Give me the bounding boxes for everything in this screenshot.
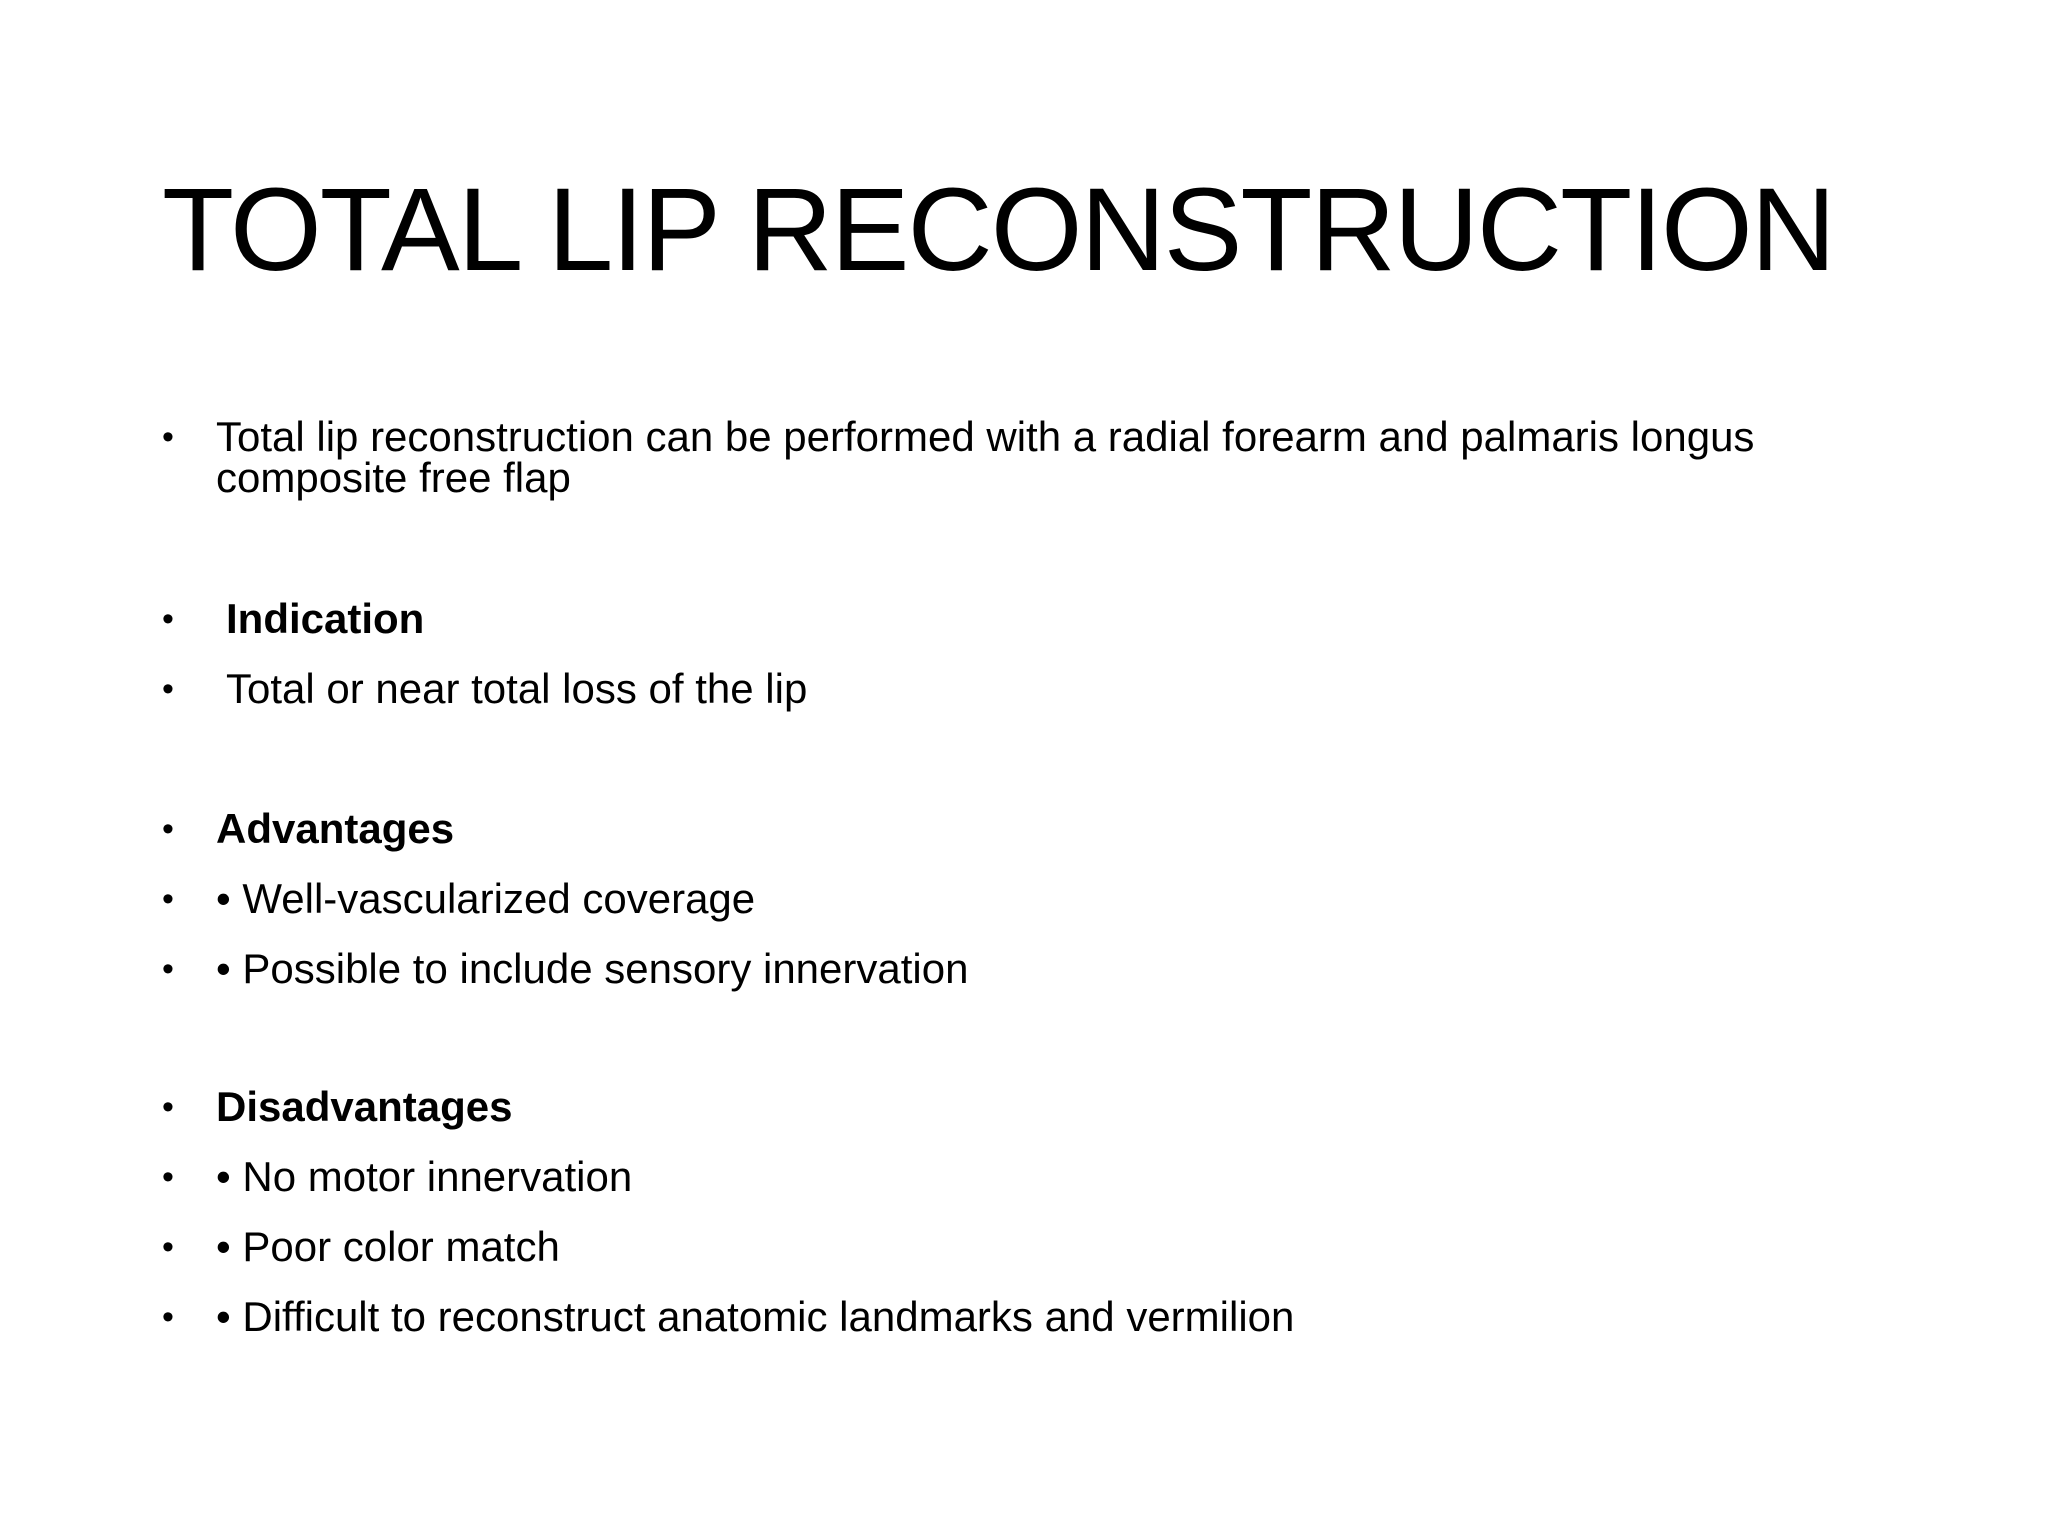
bullet-text: Total lip reconstruction can be performed with a radial forearm and palmaris longus composite free flap [216, 413, 1755, 501]
bullet-text-heading: Advantages [216, 805, 455, 852]
bullet-text-heading: Disadvantages [216, 1083, 513, 1130]
bullet-glyph: • [162, 1158, 174, 1196]
bullet-text-heading: Indication [226, 595, 425, 642]
slide-title: TOTAL LIP RECONSTRUCTION [162, 164, 1834, 296]
bullet-glyph: • [162, 670, 174, 708]
bullet-glyph: • [162, 418, 174, 456]
bullet-text: • Well-vascularized coverage [216, 875, 756, 922]
bullet-glyph: • [162, 880, 174, 918]
bullet-text: • Possible to include sensory innervation [216, 945, 969, 992]
bullet-glyph: • [162, 1298, 174, 1336]
bullet-glyph: • [162, 810, 174, 848]
bullet-text: • No motor innervation [216, 1153, 633, 1200]
bullet-glyph: • [162, 950, 174, 988]
bullet-text: Total or near total loss of the lip [226, 665, 808, 712]
bullet-text: • Poor color match [216, 1223, 560, 1270]
bullet-glyph: • [162, 1228, 174, 1266]
bullet-text: • Difficult to reconstruct anatomic landmarks and vermilion [216, 1293, 1295, 1340]
bullet-glyph: • [162, 600, 174, 638]
bullet-glyph: • [162, 1088, 174, 1126]
